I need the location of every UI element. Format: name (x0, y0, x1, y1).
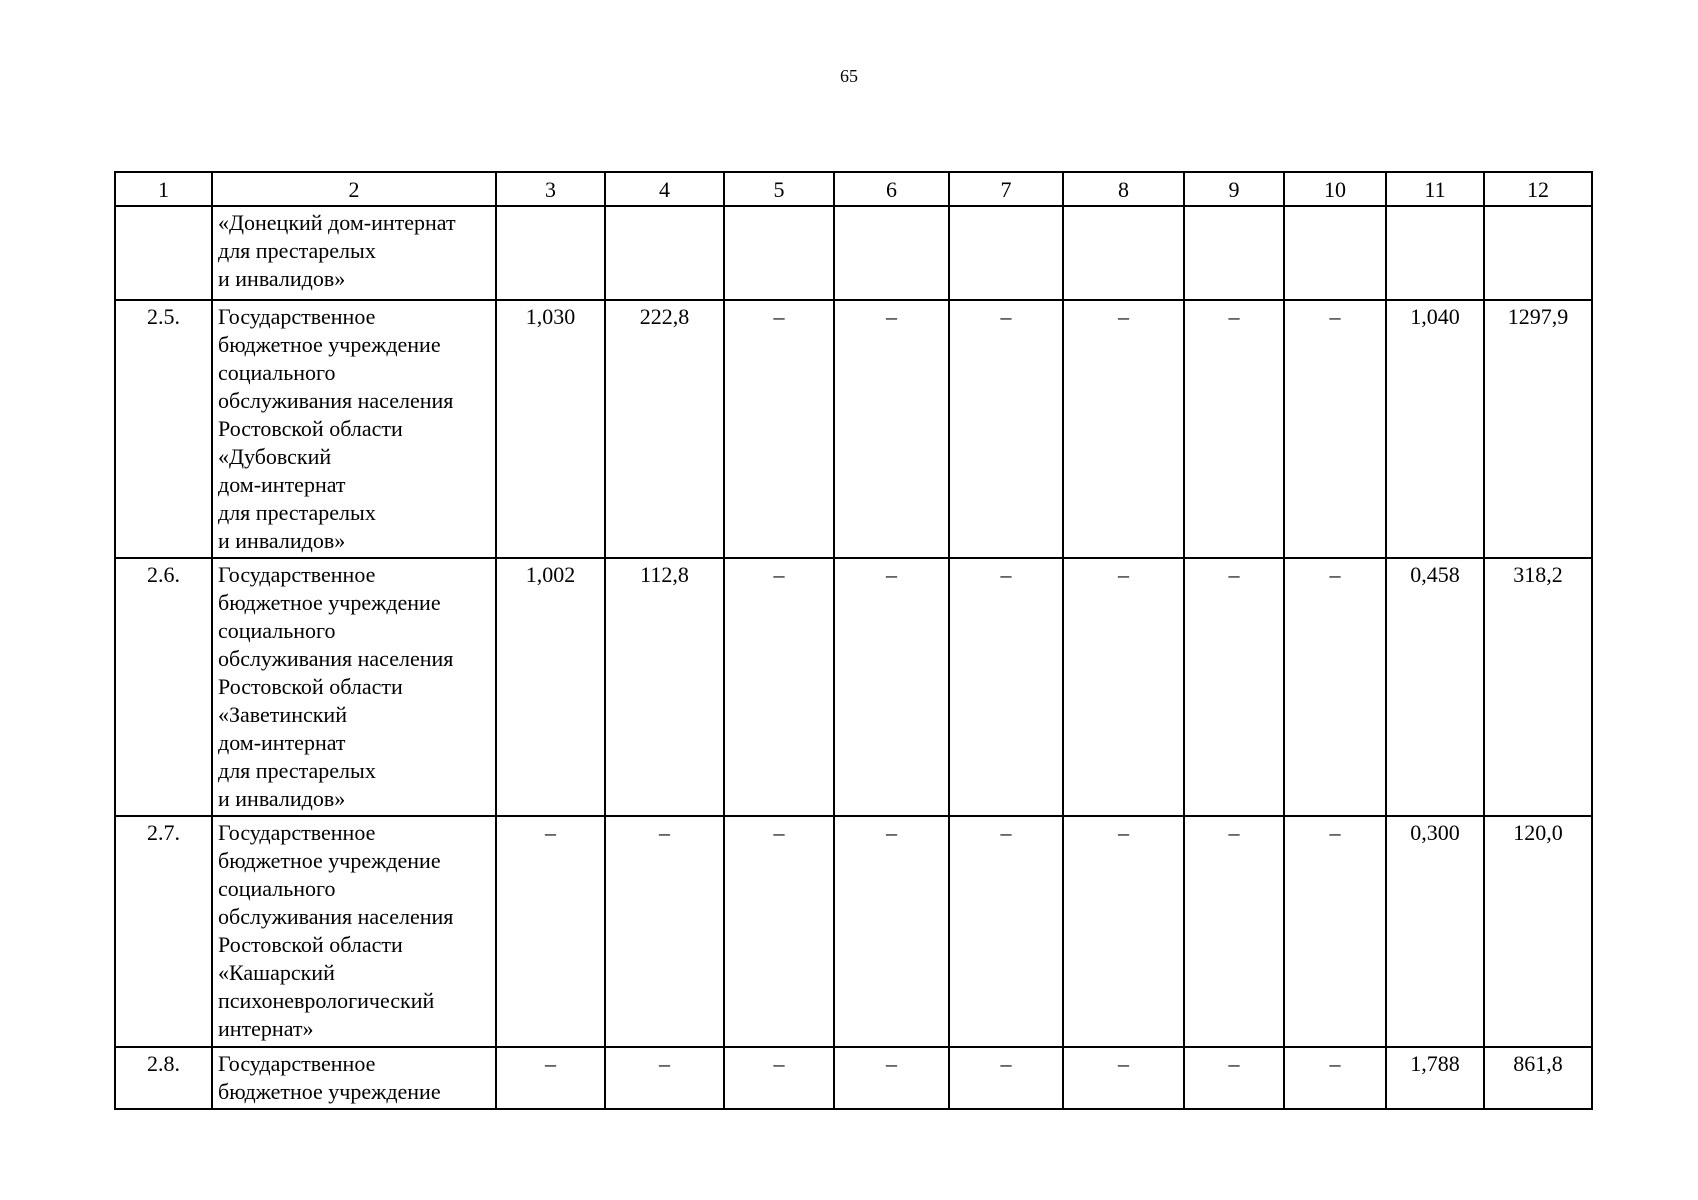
table-row (115, 300, 1592, 558)
value-cell-col11: 1,788 (1386, 1047, 1484, 1109)
institution-name-line: Государственное (218, 304, 376, 329)
value-cell-col11: 0,458 (1386, 558, 1484, 816)
institution-name-line: «Дубовский (218, 444, 332, 469)
institution-name-line: Ростовской области (218, 674, 403, 699)
value-cell-col4: 112,8 (605, 558, 724, 816)
column-header-6: 6 (834, 172, 949, 206)
value-cell-col4: – (605, 1047, 724, 1109)
institution-name-line: обслуживания населения (218, 646, 454, 671)
institution-name-line: социального (218, 360, 336, 385)
value-cell-col3 (496, 206, 605, 300)
value-cell-col4: – (605, 816, 724, 1047)
value-cell-col9: – (1184, 816, 1284, 1047)
institution-name-line: обслуживания населения (218, 388, 454, 413)
institution-name-cell (212, 1047, 496, 1109)
value-cell-col12: 318,2 (1484, 558, 1592, 816)
institution-name-line: бюджетное учреждение (218, 848, 441, 873)
institution-name-line: социального (218, 876, 336, 901)
value-cell-col3: 1,002 (496, 558, 605, 816)
institution-name-cell (212, 816, 496, 1047)
value-cell-col9 (1184, 206, 1284, 300)
value-cell-col12: 1297,9 (1484, 300, 1592, 558)
row-number-cell: 2.5. (115, 300, 212, 558)
value-cell-col3: 1,030 (496, 300, 605, 558)
value-cell-col5: – (724, 816, 834, 1047)
column-header-9: 9 (1184, 172, 1284, 206)
institution-name-line: Государственное (218, 820, 376, 845)
table-row (115, 1047, 1592, 1109)
institution-name-line: и инвалидов» (218, 266, 346, 291)
value-cell-col6: – (834, 300, 949, 558)
institution-name-line: бюджетное учреждение (218, 1079, 441, 1104)
institution-name-cell (212, 558, 496, 816)
value-cell-col6: – (834, 558, 949, 816)
value-cell-col8: – (1063, 1047, 1184, 1109)
institution-name-line: для престарелых (218, 758, 376, 783)
value-cell-col8: – (1063, 816, 1184, 1047)
data-table (114, 171, 1593, 1110)
value-cell-col7: – (949, 300, 1063, 558)
institution-name-line: бюджетное учреждение (218, 332, 441, 357)
value-cell-col12 (1484, 206, 1592, 300)
column-header-8: 8 (1063, 172, 1184, 206)
column-header-4: 4 (605, 172, 724, 206)
page-number: 65 (840, 66, 858, 86)
value-cell-col9: – (1184, 300, 1284, 558)
institution-name-line: социального (218, 618, 336, 643)
value-cell-col10: – (1284, 300, 1386, 558)
institution-name-line: Государственное (218, 562, 376, 587)
institution-name-line: «Заветинский (218, 702, 347, 727)
row-number-cell: 2.6. (115, 558, 212, 816)
institution-name-cell (212, 300, 496, 558)
column-header-12: 12 (1484, 172, 1592, 206)
value-cell-col5: – (724, 558, 834, 816)
value-cell-col10: – (1284, 558, 1386, 816)
value-cell-col10: – (1284, 1047, 1386, 1109)
institution-name-line: и инвалидов» (218, 786, 346, 811)
value-cell-col10 (1284, 206, 1386, 300)
value-cell-col6: – (834, 1047, 949, 1109)
value-cell-col3: – (496, 816, 605, 1047)
value-cell-col11: 0,300 (1386, 816, 1484, 1047)
row-number-cell: 2.7. (115, 816, 212, 1047)
value-cell-col11 (1386, 206, 1484, 300)
institution-name-line: и инвалидов» (218, 528, 346, 553)
value-cell-col5: – (724, 1047, 834, 1109)
value-cell-col6 (834, 206, 949, 300)
header-row (115, 172, 1592, 206)
column-header-3: 3 (496, 172, 605, 206)
value-cell-col4: 222,8 (605, 300, 724, 558)
institution-name-line: Государственное (218, 1051, 376, 1076)
institution-name-line: Ростовской области (218, 416, 403, 441)
value-cell-col3: – (496, 1047, 605, 1109)
institution-name-line: для престарелых (218, 238, 376, 263)
table-row (115, 206, 1592, 300)
institution-name-line: бюджетное учреждение (218, 590, 441, 615)
institution-name-line: интернат» (218, 1016, 314, 1041)
value-cell-col4 (605, 206, 724, 300)
value-cell-col5: – (724, 300, 834, 558)
value-cell-col8: – (1063, 300, 1184, 558)
column-header-7: 7 (949, 172, 1063, 206)
value-cell-col8: – (1063, 558, 1184, 816)
value-cell-col7: – (949, 816, 1063, 1047)
value-cell-col12: 120,0 (1484, 816, 1592, 1047)
table-row (115, 558, 1592, 816)
value-cell-col11: 1,040 (1386, 300, 1484, 558)
institution-name-line: «Донецкий дом-интернат (218, 210, 456, 235)
row-number-cell (115, 206, 212, 300)
row-number-cell: 2.8. (115, 1047, 212, 1109)
institution-name-line: психоневрологический (218, 988, 435, 1013)
institution-name-cell (212, 206, 496, 300)
value-cell-col7: – (949, 1047, 1063, 1109)
table-row (115, 816, 1592, 1047)
value-cell-col5 (724, 206, 834, 300)
value-cell-col6: – (834, 816, 949, 1047)
value-cell-col8 (1063, 206, 1184, 300)
institution-name-line: обслуживания населения (218, 904, 454, 929)
institution-name-line: для престарелых (218, 500, 376, 525)
value-cell-col7: – (949, 558, 1063, 816)
value-cell-col9: – (1184, 1047, 1284, 1109)
value-cell-col12: 861,8 (1484, 1047, 1592, 1109)
value-cell-col7 (949, 206, 1063, 300)
column-header-10: 10 (1284, 172, 1386, 206)
column-header-5: 5 (724, 172, 834, 206)
value-cell-col9: – (1184, 558, 1284, 816)
column-header-11: 11 (1386, 172, 1484, 206)
institution-name-line: Ростовской области (218, 932, 403, 957)
institution-name-line: «Кашарский (218, 960, 335, 985)
value-cell-col10: – (1284, 816, 1386, 1047)
institution-name-line: дом-интернат (218, 730, 346, 755)
column-header-2: 2 (212, 172, 496, 206)
institution-name-line: дом-интернат (218, 472, 346, 497)
column-header-1: 1 (115, 172, 212, 206)
